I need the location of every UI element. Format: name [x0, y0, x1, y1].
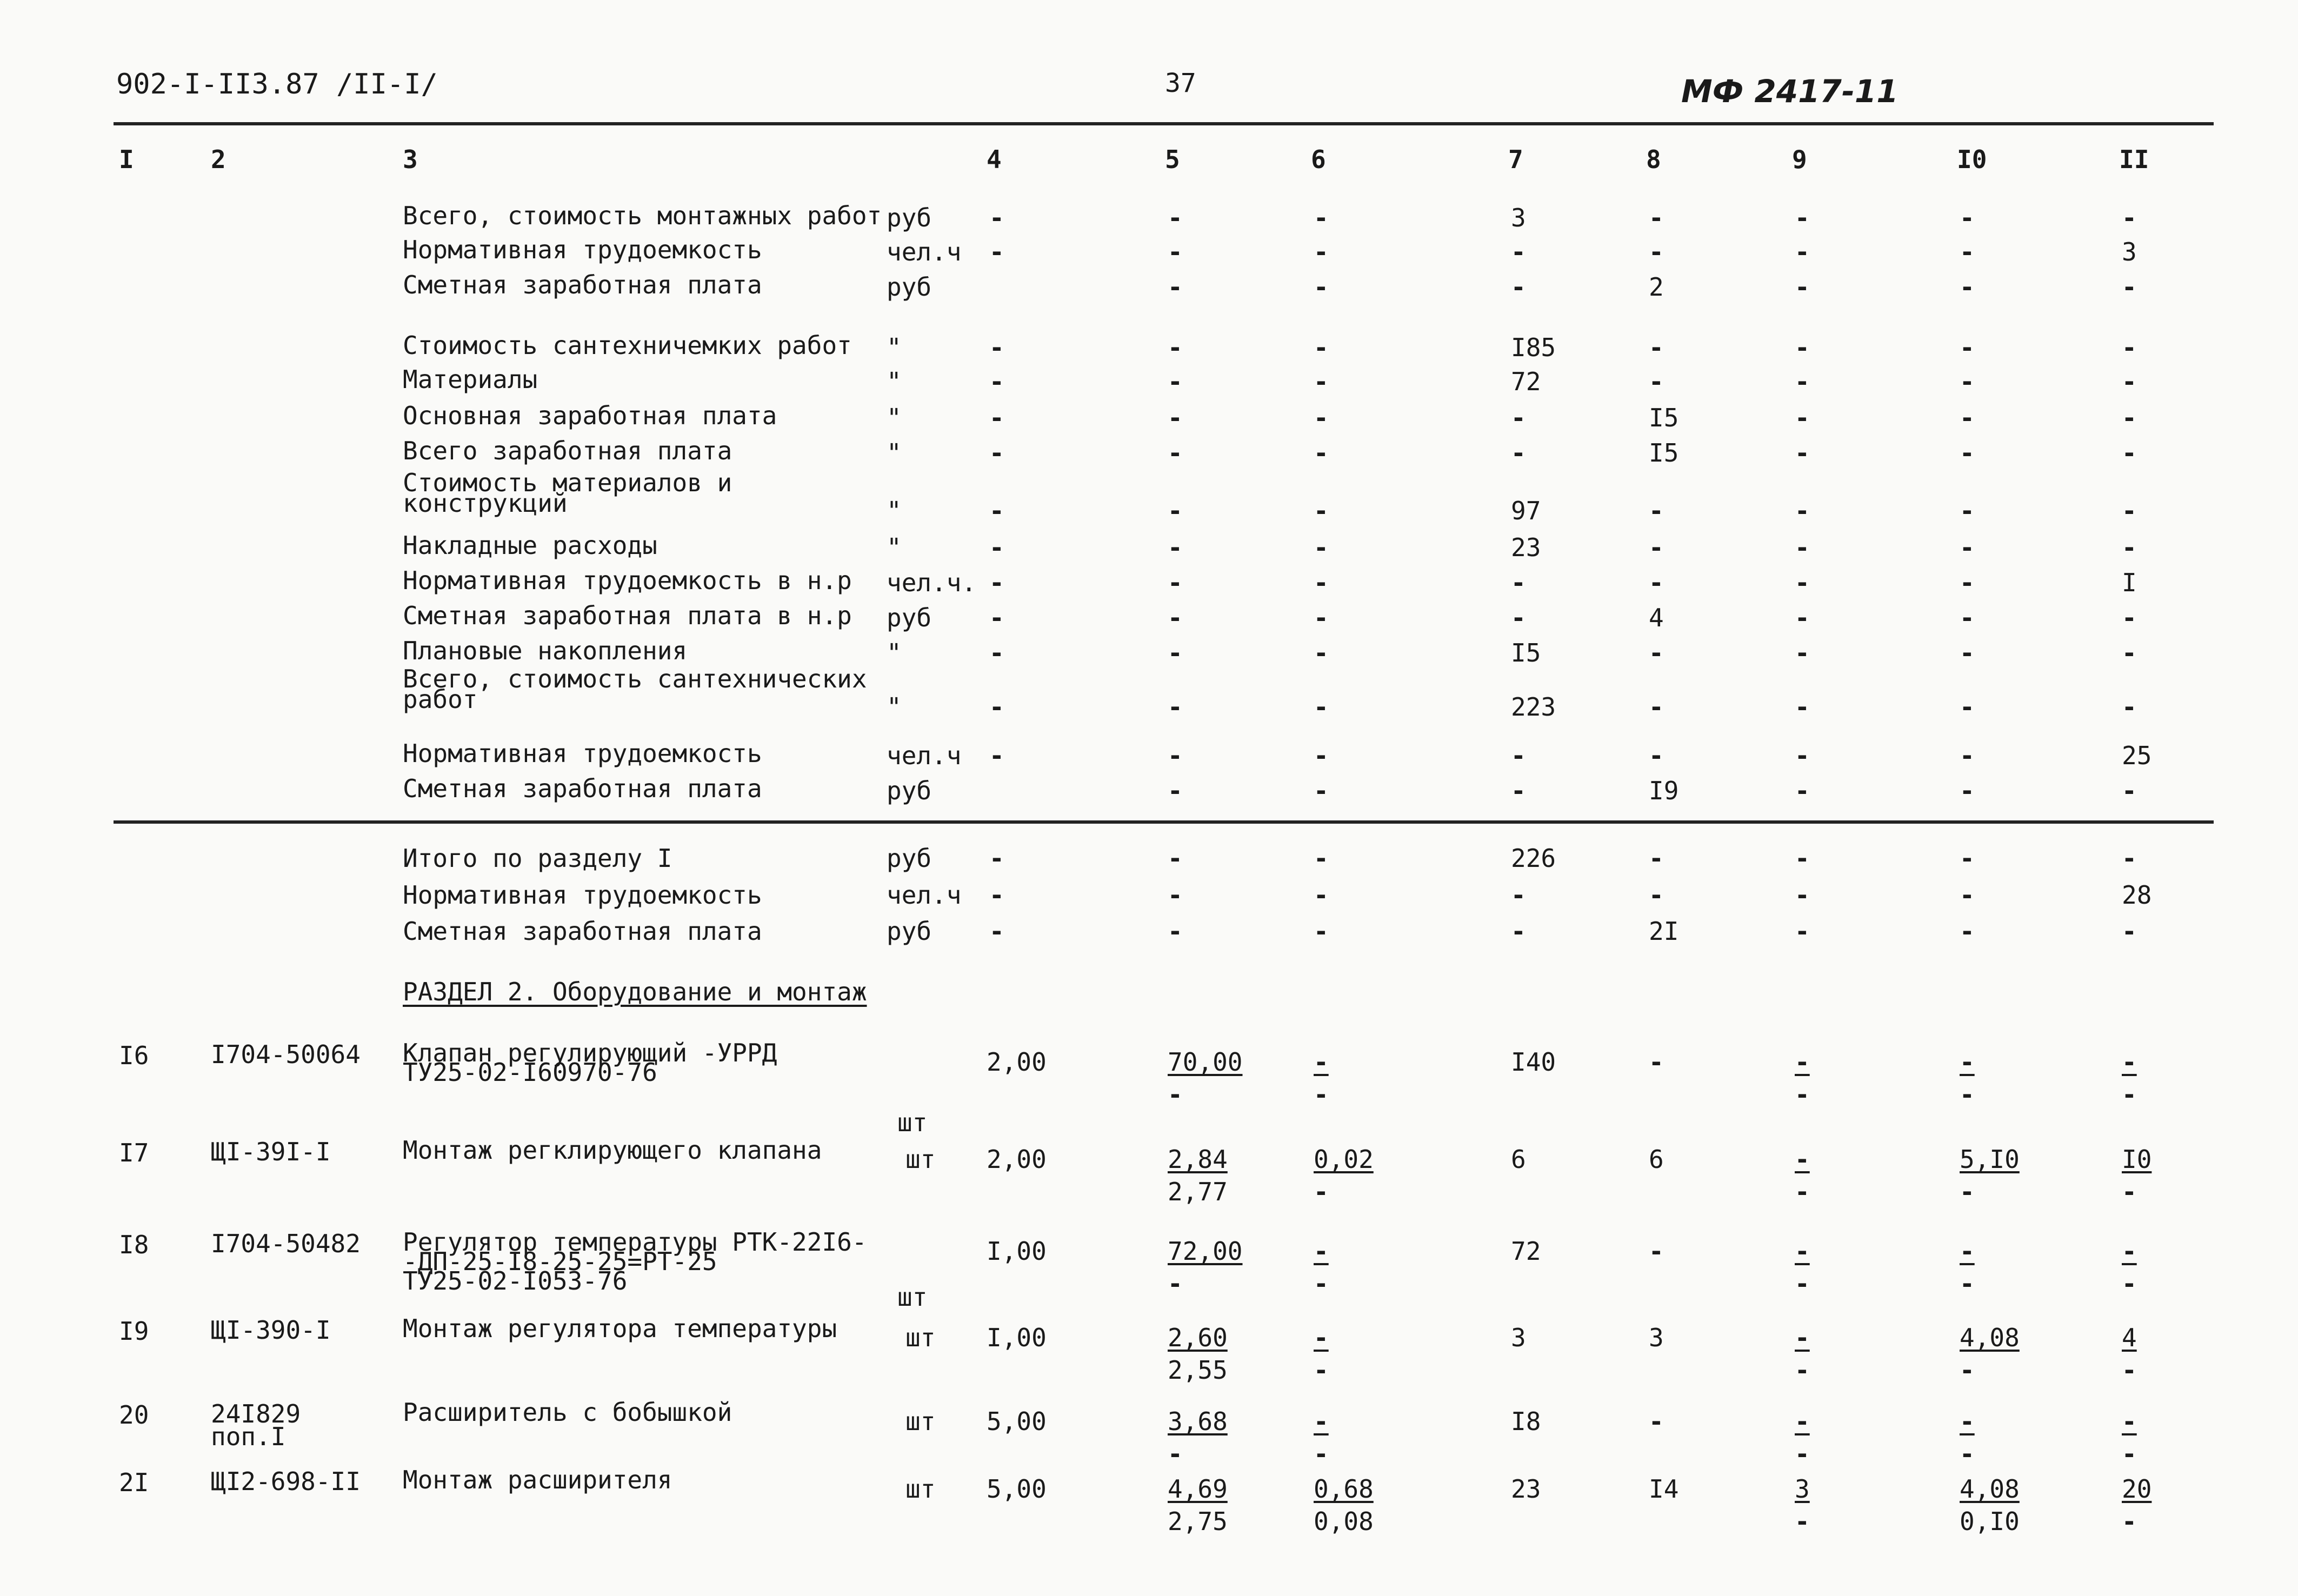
item-c9-denominator: -	[1795, 1177, 1810, 1206]
summary-value-c9: -	[1795, 776, 1810, 805]
summary-value-c10: -	[1960, 333, 1975, 362]
total-value-c11: -	[2122, 917, 2137, 946]
summary-unit: "	[887, 403, 902, 432]
summary-value-c7: 23	[1511, 533, 1541, 562]
item-c11-numerator: I0	[2122, 1145, 2152, 1174]
summary-value-c9: -	[1795, 568, 1810, 597]
item-c10-numerator: 4,08	[1960, 1474, 2020, 1504]
item-c9-numerator: 3	[1795, 1474, 1810, 1504]
summary-value-c10: -	[1960, 638, 1975, 667]
summary-value-c6: -	[1314, 438, 1329, 468]
column-number-6: 6	[1311, 145, 1326, 174]
summary-value-c11: -	[2122, 603, 2137, 632]
total-value-c7: -	[1511, 880, 1526, 910]
total-value-c10: -	[1960, 880, 1975, 910]
summary-value-c9: -	[1795, 403, 1810, 432]
summary-value-c6: -	[1314, 638, 1329, 667]
item-c10-numerator: -	[1960, 1237, 1975, 1266]
item-c10-denominator: -	[1960, 1080, 1975, 1109]
item-c7: I8	[1511, 1407, 1541, 1436]
item-c5-denominator: -	[1168, 1080, 1183, 1109]
summary-value-c4: -	[989, 692, 1004, 722]
item-unit: шт	[905, 1407, 936, 1436]
item-number: I8	[119, 1230, 149, 1259]
summary-unit: "	[887, 533, 902, 562]
item-quantity: 5,00	[987, 1407, 1047, 1436]
item-c11-denominator: -	[2122, 1439, 2137, 1468]
item-c9-numerator: -	[1795, 1237, 1810, 1266]
item-c5-numerator: 70,00	[1168, 1047, 1243, 1077]
summary-value-c7: -	[1511, 403, 1526, 432]
item-name: Регулятор температуры РТК-22I6- -ДП-25-I8-25-25=РТ-25 ТУ25-02-I053-76	[403, 1227, 867, 1296]
summary-value-c4: -	[989, 741, 1004, 770]
item-name: Клапан регулирующий -УРРД ТУ25-02-I60970-76	[403, 1038, 777, 1087]
summary-value-c10: -	[1960, 367, 1975, 396]
item-c9-denominator: -	[1795, 1080, 1810, 1109]
summary-value-c10: -	[1960, 272, 1975, 302]
summary-label: Сметная заработная плата в н.р	[403, 601, 852, 630]
item-c9-numerator: -	[1795, 1407, 1810, 1436]
total-value-c4: -	[989, 844, 1004, 873]
summary-value-c6: -	[1314, 568, 1329, 597]
summary-label: Сметная заработная плата	[403, 774, 762, 803]
summary-value-c6: -	[1314, 603, 1329, 632]
summary-value-c10: -	[1960, 237, 1975, 266]
item-c11-denominator: -	[2122, 1507, 2137, 1536]
summary-value-c7: I5	[1511, 638, 1541, 667]
summary-value-c6: -	[1314, 496, 1329, 525]
item-c11-numerator: 4	[2122, 1323, 2137, 1352]
summary-value-c6: -	[1314, 203, 1329, 232]
column-number-5: 5	[1165, 145, 1180, 174]
item-c10-denominator: -	[1960, 1269, 1975, 1298]
item-quantity: 2,00	[987, 1047, 1047, 1077]
summary-value-c9: -	[1795, 638, 1810, 667]
item-name: Монтаж расширителя	[403, 1465, 672, 1494]
section-rule	[114, 820, 2214, 824]
item-unit: шт	[905, 1474, 936, 1504]
summary-value-c9: -	[1795, 237, 1810, 266]
item-c6-numerator: 0,02	[1314, 1145, 1374, 1174]
item-c5-numerator: 2,84	[1168, 1145, 1228, 1174]
summary-label: Накладные расходы	[403, 531, 657, 560]
total-unit: руб	[887, 917, 932, 946]
item-c11-numerator: -	[2122, 1047, 2137, 1077]
item-quantity: 5,00	[987, 1474, 1047, 1504]
summary-unit: "	[887, 367, 902, 396]
summary-value-c7: 3	[1511, 203, 1526, 232]
summary-value-c7: -	[1511, 438, 1526, 468]
item-c7: I40	[1511, 1047, 1556, 1077]
summary-value-c11: -	[2122, 638, 2137, 667]
summary-value-c8: 4	[1649, 603, 1664, 632]
summary-value-c8: -	[1649, 638, 1664, 667]
summary-value-c7: -	[1511, 237, 1526, 266]
item-c10-denominator: -	[1960, 1439, 1975, 1468]
summary-value-c10: -	[1960, 603, 1975, 632]
summary-value-c5: -	[1168, 776, 1183, 805]
item-c10-denominator: 0,I0	[1960, 1507, 2020, 1536]
item-c9-numerator: -	[1795, 1145, 1810, 1174]
header-rule	[114, 122, 2214, 125]
total-value-c8: 2I	[1649, 917, 1679, 946]
summary-value-c4: -	[989, 568, 1004, 597]
item-c6-denominator: -	[1314, 1080, 1329, 1109]
item-c6-numerator: -	[1314, 1237, 1329, 1266]
item-name: Монтаж регулятора температуры	[403, 1314, 837, 1343]
summary-value-c10: -	[1960, 403, 1975, 432]
summary-label: Всего заработная плата	[403, 436, 732, 465]
summary-value-c11: -	[2122, 333, 2137, 362]
total-value-c5: -	[1168, 844, 1183, 873]
summary-value-c8: 2	[1649, 272, 1664, 302]
summary-label: Нормативная трудоемкость в н.р	[403, 566, 852, 595]
item-c9-numerator: -	[1795, 1323, 1810, 1352]
item-c9-denominator: -	[1795, 1439, 1810, 1468]
summary-value-c9: -	[1795, 438, 1810, 468]
total-value-c5: -	[1168, 917, 1183, 946]
item-c7: 6	[1511, 1145, 1526, 1174]
total-value-c9: -	[1795, 844, 1810, 873]
item-c5-numerator: 3,68	[1168, 1407, 1228, 1436]
summary-value-c7: -	[1511, 272, 1526, 302]
summary-value-c11: -	[2122, 203, 2137, 232]
summary-value-c9: -	[1795, 692, 1810, 722]
column-number-10: I0	[1957, 145, 1987, 174]
item-c8: -	[1649, 1237, 1664, 1266]
document-code: 902-I-II3.87 /II-I/	[116, 68, 438, 101]
total-label: Сметная заработная плата	[403, 917, 762, 946]
summary-value-c11: 25	[2122, 741, 2152, 770]
column-number-9: 9	[1792, 145, 1807, 174]
total-value-c10: -	[1960, 844, 1975, 873]
summary-value-c5: -	[1168, 603, 1183, 632]
summary-value-c11: I	[2122, 568, 2137, 597]
item-c5-denominator: -	[1168, 1439, 1183, 1468]
item-c6-numerator: -	[1314, 1047, 1329, 1077]
total-value-c11: -	[2122, 844, 2137, 873]
summary-value-c5: -	[1168, 533, 1183, 562]
item-c5-denominator: 2,77	[1168, 1177, 1228, 1206]
item-c11-numerator: -	[2122, 1237, 2137, 1266]
summary-value-c9: -	[1795, 203, 1810, 232]
item-code: I704-50482	[211, 1229, 361, 1258]
summary-value-c11: -	[2122, 438, 2137, 468]
summary-value-c10: -	[1960, 741, 1975, 770]
summary-value-c8: -	[1649, 237, 1664, 266]
summary-value-c9: -	[1795, 367, 1810, 396]
summary-value-c10: -	[1960, 496, 1975, 525]
summary-value-c11: -	[2122, 367, 2137, 396]
summary-value-c5: -	[1168, 272, 1183, 302]
summary-value-c7: -	[1511, 741, 1526, 770]
item-c6-denominator: 0,08	[1314, 1507, 1374, 1536]
item-c8: 6	[1649, 1145, 1664, 1174]
summary-unit: руб	[887, 272, 932, 302]
summary-value-c4: -	[989, 367, 1004, 396]
summary-value-c5: -	[1168, 638, 1183, 667]
total-value-c6: -	[1314, 844, 1329, 873]
total-value-c11: 28	[2122, 880, 2152, 910]
item-c10-numerator: 5,I0	[1960, 1145, 2020, 1174]
summary-unit: чел.ч	[887, 741, 962, 770]
summary-value-c8: -	[1649, 533, 1664, 562]
total-value-c7: 226	[1511, 844, 1556, 873]
column-number-2: 2	[211, 145, 226, 174]
summary-value-c9: -	[1795, 496, 1810, 525]
summary-value-c5: -	[1168, 568, 1183, 597]
total-value-c6: -	[1314, 917, 1329, 946]
item-c10-numerator: -	[1960, 1407, 1975, 1436]
item-c10-numerator: -	[1960, 1047, 1975, 1077]
summary-value-c7: I85	[1511, 333, 1556, 362]
item-number: I7	[119, 1138, 149, 1167]
summary-value-c6: -	[1314, 237, 1329, 266]
summary-value-c11: -	[2122, 496, 2137, 525]
total-value-c6: -	[1314, 880, 1329, 910]
total-value-c8: -	[1649, 844, 1664, 873]
item-number: I6	[119, 1041, 149, 1070]
summary-label: Основная заработная плата	[403, 401, 777, 430]
item-number: 20	[119, 1400, 149, 1430]
item-name: Расширитель с бобышкой	[403, 1398, 732, 1427]
item-c8: -	[1649, 1407, 1664, 1436]
total-value-c8: -	[1649, 880, 1664, 910]
summary-value-c6: -	[1314, 776, 1329, 805]
summary-value-c8: -	[1649, 496, 1664, 525]
item-c8: 3	[1649, 1323, 1664, 1352]
summary-unit: чел.ч.	[887, 568, 977, 597]
summary-value-c8: -	[1649, 692, 1664, 722]
item-c9-denominator: -	[1795, 1269, 1810, 1298]
item-c10-denominator: -	[1960, 1177, 1975, 1206]
item-c7: 72	[1511, 1237, 1541, 1266]
item-c7: 3	[1511, 1323, 1526, 1352]
total-label: Нормативная трудоемкость	[403, 880, 762, 910]
item-quantity: I,00	[987, 1323, 1047, 1352]
item-c8: -	[1649, 1047, 1664, 1077]
summary-value-c5: -	[1168, 438, 1183, 468]
summary-value-c11: -	[2122, 403, 2137, 432]
item-c9-denominator: -	[1795, 1355, 1810, 1385]
item-unit: шт	[905, 1145, 936, 1174]
summary-value-c10: -	[1960, 776, 1975, 805]
column-number-11: II	[2119, 145, 2149, 174]
summary-label: Нормативная трудоемкость	[403, 739, 762, 768]
item-c11-denominator: -	[2122, 1080, 2137, 1109]
summary-value-c10: -	[1960, 692, 1975, 722]
summary-value-c9: -	[1795, 333, 1810, 362]
summary-unit: "	[887, 692, 902, 722]
column-number-3: 3	[403, 145, 418, 174]
item-c11-numerator: -	[2122, 1407, 2137, 1436]
column-number-8: 8	[1646, 145, 1661, 174]
item-name: Монтаж регклирующего клапана	[403, 1136, 822, 1165]
total-value-c9: -	[1795, 917, 1810, 946]
summary-value-c5: -	[1168, 203, 1183, 232]
item-code: ЩI-39I-I	[211, 1137, 331, 1166]
total-unit: чел.ч	[887, 880, 962, 910]
item-c5-numerator: 2,60	[1168, 1323, 1228, 1352]
column-number-1: I	[119, 145, 134, 174]
summary-value-c5: -	[1168, 403, 1183, 432]
item-c11-numerator: 20	[2122, 1474, 2152, 1504]
summary-unit: "	[887, 496, 902, 525]
page-number: 37	[1165, 68, 1196, 98]
total-value-c4: -	[989, 880, 1004, 910]
summary-value-c8: -	[1649, 367, 1664, 396]
summary-value-c8: -	[1649, 741, 1664, 770]
summary-unit: руб	[887, 776, 932, 805]
summary-value-c8: -	[1649, 333, 1664, 362]
summary-value-c5: -	[1168, 692, 1183, 722]
summary-value-c4: -	[989, 333, 1004, 362]
total-label: Итого по разделу I	[403, 844, 672, 873]
total-unit: руб	[887, 844, 932, 873]
summary-value-c8: I5	[1649, 403, 1679, 432]
item-c9-denominator: -	[1795, 1507, 1810, 1536]
summary-unit: руб	[887, 603, 932, 632]
item-c11-denominator: -	[2122, 1177, 2137, 1206]
column-number-7: 7	[1508, 145, 1523, 174]
summary-label: Сметная заработная плата	[403, 270, 762, 299]
summary-value-c11: -	[2122, 272, 2137, 302]
summary-value-c6: -	[1314, 333, 1329, 362]
summary-value-c4: -	[989, 438, 1004, 468]
summary-value-c8: I9	[1649, 776, 1679, 805]
summary-value-c7: 72	[1511, 367, 1541, 396]
summary-value-c5: -	[1168, 496, 1183, 525]
summary-value-c5: -	[1168, 367, 1183, 396]
summary-value-c5: -	[1168, 237, 1183, 266]
summary-value-c7: -	[1511, 776, 1526, 805]
summary-value-c6: -	[1314, 403, 1329, 432]
item-quantity: I,00	[987, 1237, 1047, 1266]
item-c8: I4	[1649, 1474, 1679, 1504]
item-c11-denominator: -	[2122, 1355, 2137, 1385]
total-value-c10: -	[1960, 917, 1975, 946]
item-code: 24I829 поп.I	[211, 1399, 301, 1451]
item-c6-denominator: -	[1314, 1177, 1329, 1206]
summary-value-c6: -	[1314, 741, 1329, 770]
item-c5-denominator: 2,75	[1168, 1507, 1228, 1536]
column-number-4: 4	[987, 145, 1002, 174]
summary-unit: руб	[887, 203, 932, 232]
summary-label: Материалы	[403, 365, 538, 394]
item-c6-denominator: -	[1314, 1355, 1329, 1385]
item-unit: шт	[897, 1283, 928, 1312]
summary-value-c10: -	[1960, 438, 1975, 468]
item-c5-denominator: -	[1168, 1269, 1183, 1298]
summary-value-c4: -	[989, 496, 1004, 525]
total-value-c4: -	[989, 917, 1004, 946]
summary-value-c6: -	[1314, 692, 1329, 722]
item-c5-numerator: 4,69	[1168, 1474, 1228, 1504]
summary-value-c5: -	[1168, 333, 1183, 362]
summary-label: Всего, стоимость сантехнических работ	[403, 664, 867, 714]
summary-value-c9: -	[1795, 741, 1810, 770]
item-code: ЩI-390-I	[211, 1315, 331, 1345]
summary-value-c4: -	[989, 603, 1004, 632]
item-unit: шт	[897, 1108, 928, 1137]
summary-value-c11: -	[2122, 533, 2137, 562]
summary-value-c9: -	[1795, 272, 1810, 302]
item-c11-denominator: -	[2122, 1269, 2137, 1298]
summary-value-c10: -	[1960, 203, 1975, 232]
summary-value-c8: I5	[1649, 438, 1679, 468]
summary-value-c9: -	[1795, 533, 1810, 562]
summary-value-c4: -	[989, 403, 1004, 432]
summary-value-c7: 223	[1511, 692, 1556, 722]
section-title: РАЗДЕЛ 2. Оборудование и монтаж	[403, 977, 867, 1006]
item-code: ЩI2-698-II	[211, 1467, 361, 1496]
summary-value-c8: -	[1649, 568, 1664, 597]
item-c7: 23	[1511, 1474, 1541, 1504]
summary-value-c5: -	[1168, 741, 1183, 770]
summary-value-c7: -	[1511, 603, 1526, 632]
total-value-c9: -	[1795, 880, 1810, 910]
item-code: I704-50064	[211, 1040, 361, 1069]
summary-value-c4: -	[989, 533, 1004, 562]
summary-value-c11: 3	[2122, 237, 2137, 266]
summary-value-c7: -	[1511, 568, 1526, 597]
total-value-c7: -	[1511, 917, 1526, 946]
summary-label: Всего, стоимость монтажных работ	[403, 201, 882, 230]
summary-label: Стоимость сантехничемких работ	[403, 331, 852, 360]
summary-value-c4: -	[989, 203, 1004, 232]
item-c6-numerator: -	[1314, 1407, 1329, 1436]
summary-value-c8: -	[1649, 203, 1664, 232]
item-c10-numerator: 4,08	[1960, 1323, 2020, 1352]
summary-value-c6: -	[1314, 533, 1329, 562]
summary-unit: "	[887, 333, 902, 362]
item-c5-denominator: 2,55	[1168, 1355, 1228, 1385]
total-value-c5: -	[1168, 880, 1183, 910]
summary-unit: чел.ч	[887, 237, 962, 266]
summary-value-c6: -	[1314, 367, 1329, 396]
item-unit: шт	[905, 1323, 936, 1352]
item-number: I9	[119, 1317, 149, 1346]
item-c10-denominator: -	[1960, 1355, 1975, 1385]
summary-value-c7: 97	[1511, 496, 1541, 525]
item-c6-denominator: -	[1314, 1439, 1329, 1468]
item-c6-numerator: 0,68	[1314, 1474, 1374, 1504]
summary-value-c10: -	[1960, 568, 1975, 597]
item-c6-numerator: -	[1314, 1323, 1329, 1352]
item-quantity: 2,00	[987, 1145, 1047, 1174]
summary-unit: "	[887, 638, 902, 667]
item-c6-denominator: -	[1314, 1269, 1329, 1298]
summary-value-c11: -	[2122, 776, 2137, 805]
summary-value-c4: -	[989, 237, 1004, 266]
summary-value-c6: -	[1314, 272, 1329, 302]
summary-label: Нормативная трудоемкость	[403, 235, 762, 264]
item-c5-numerator: 72,00	[1168, 1237, 1243, 1266]
summary-unit: "	[887, 438, 902, 468]
summary-value-c9: -	[1795, 603, 1810, 632]
summary-label: Плановые накопления	[403, 636, 688, 665]
summary-value-c4: -	[989, 638, 1004, 667]
summary-value-c10: -	[1960, 533, 1975, 562]
item-number: 2I	[119, 1468, 149, 1497]
summary-label: Стоимость материалов и конструкций	[403, 468, 732, 518]
item-c9-numerator: -	[1795, 1047, 1810, 1077]
summary-value-c11: -	[2122, 692, 2137, 722]
handwritten-mark: МФ 2417-11	[1681, 73, 1899, 110]
